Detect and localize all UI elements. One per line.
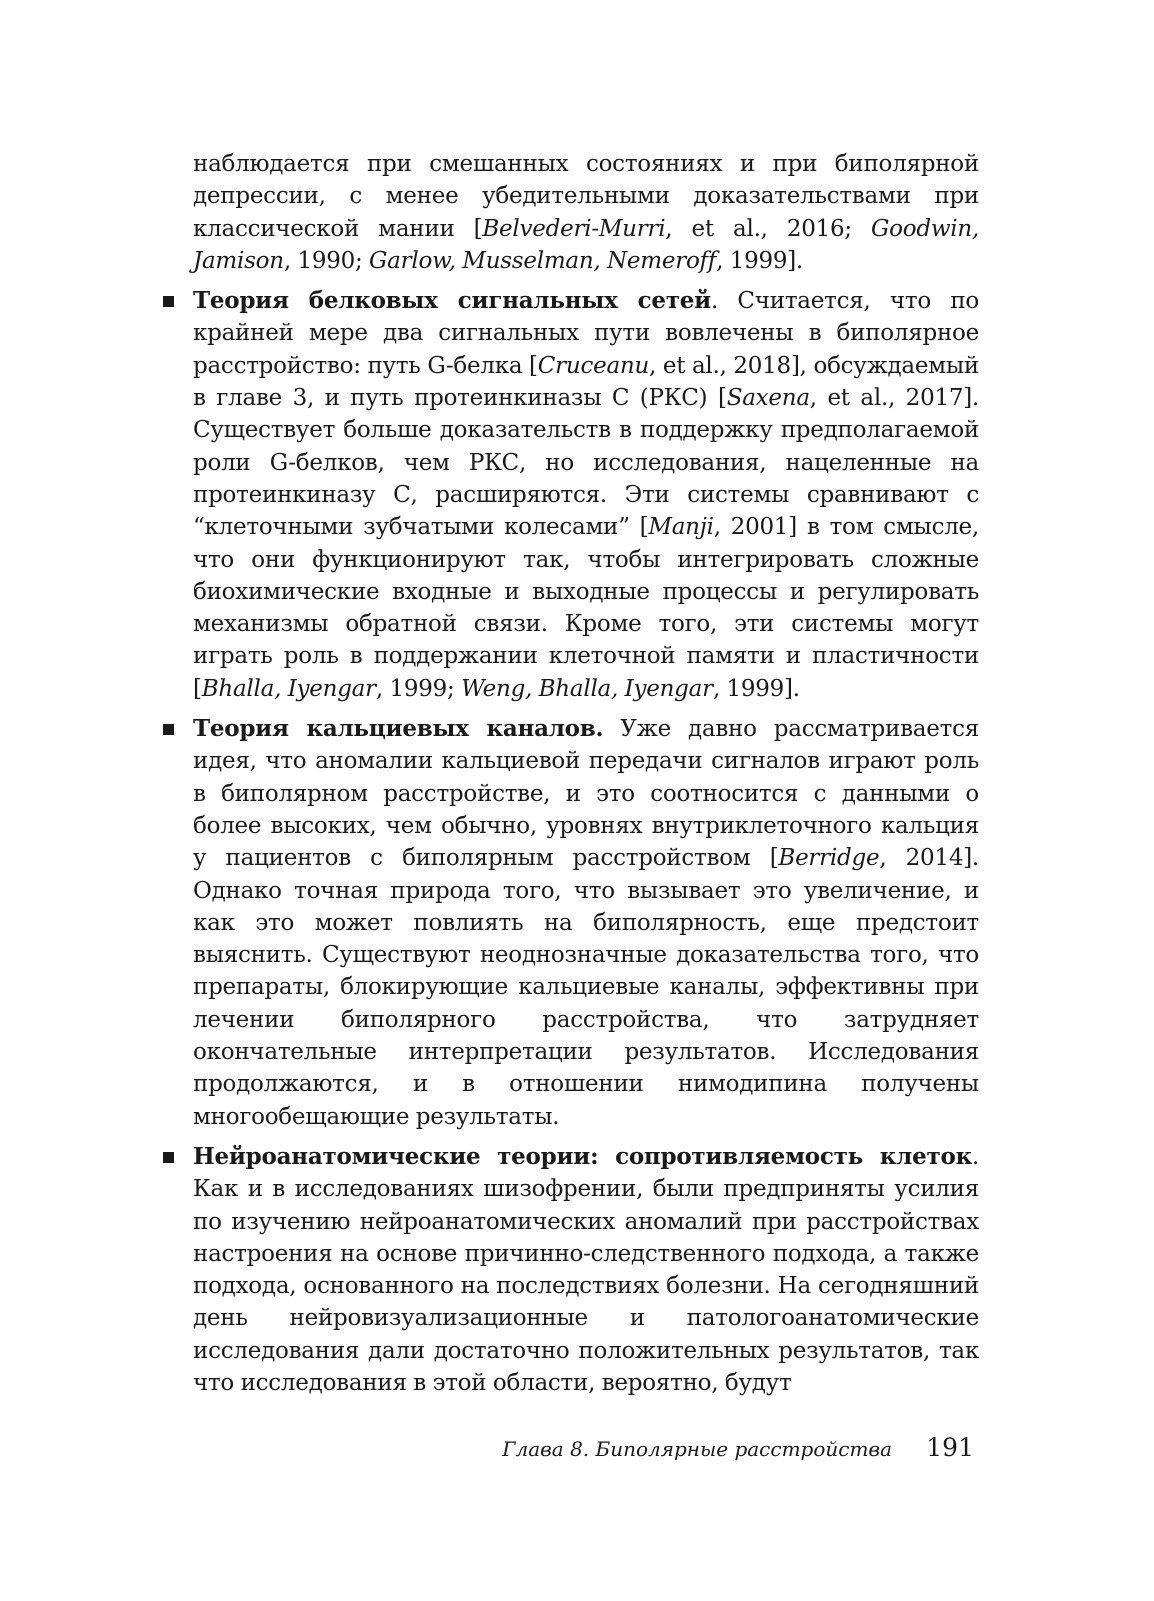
citation: Bhalla, Iyengar [201,675,376,702]
bullet-text: Уже давно рассматривается идея, что аномалии кальциевой передачи сигналов играют роль в биполярном расстройстве, и это соотносится с данными о более высоких, чем обычно, уровнях внутриклеточного кальция у пациентов с биполярным расстройством [ [193,716,979,872]
bullet-paragraph [193,713,979,1133]
citation: Berridge [778,845,880,872]
intro-paragraph [193,148,979,277]
bullet-text: . Как и в исследованиях шизофрении, были предприняты усилия по изучению нейроанатомических аномалий при расстройствах настроения на основе причинно-следственного подхода, а также подхода, основанного на последствиях болезни. На сегодняшний день нейровизуализационные и патологоанатомические исследования дали достаточно положительных результатов, так что исследования в этой области, вероятно, будут [193,1143,979,1396]
bullet-heading: Теория кальциевых каналов. [193,715,604,743]
bullet-paragraph [193,285,979,705]
bullet-text: . Считается, что по крайней мере два сигнальных пути вовлечены в биполярное расстройство: путь G-белка [ [193,288,980,379]
citation: Goodwin, Jamison [193,215,979,274]
bullet-heading: Нейроанатомические теории: сопротивляемость клеток [193,1142,972,1170]
bullet-item-neuroanatomical [193,1141,979,1399]
running-footer-title: Глава 8. Биполярные расстройства [502,1437,892,1461]
intro-text: наблюдается при смешанных состояниях и при биполярной депрессии, с менее убедительными доказательствами при классической мании [ [193,151,979,242]
intro-text: , 1999]. [716,247,804,274]
citation: Garlow, Musselman, Nemeroff [369,247,717,274]
bullet-text: , 2001] в том смысле, что они функционируют так, чтобы интегрировать сложные биохимические входные и выходные процессы и регулировать механизмы обратной связи. Кроме того, эти системы могут играть роль в поддержании клеточной памяти и пластичности [ [193,514,979,702]
square-bullet-icon [163,1152,174,1163]
bullet-text: , et al., 2017]. Существует больше доказательств в поддержку предполагаемой роли G-белков, чем РКС, но исследования, нацеленные на протеинкиназу С, расширяются. Эти системы сравнивают с “клеточными зубчатыми колесами” [ [193,385,980,541]
bullet-text: , 1999]. [712,675,800,702]
square-bullet-icon [163,724,174,735]
bullet-text: , et al., 2018], обсуждаемый в главе 3, и путь протеинкиназы С (РКС) [ [193,352,980,412]
bullet-item-calcium-channels [193,713,979,1133]
square-bullet-icon [163,296,174,307]
intro-text: , 1990; [283,247,370,274]
bullet-text: , 2014]. Однако точная природа того, что вызывает это увеличение, и как это может повлиять на биполярность, еще предстоит выяснить. Существуют неоднозначные доказательства того, что препараты, блокирующие кальциевые каналы, эффективны при лечении биполярного расстройства, что затрудняет окончательные интерпретации результатов. Исследования продолжаются, и в отношении нимодипина получены многообещающие результаты. [193,845,979,1130]
page-body [193,148,979,1399]
citation: Cruceanu [537,352,650,379]
citation: Weng, Bhalla, Iyengar [461,675,713,702]
page-number: 191 [926,1433,974,1462]
citation: Manji [648,514,714,541]
citation: Saxena [726,385,810,412]
bullet-text: , 1999; [375,675,462,702]
bullet-paragraph [193,1141,979,1399]
page-footer [0,1433,1154,1467]
citation: Belvederi-Murri [482,215,666,242]
intro-text: , et al., 2016; [665,215,872,242]
bullet-heading: Теория белковых сигнальных сетей [193,287,711,315]
bullet-item-protein-signaling [193,285,979,705]
